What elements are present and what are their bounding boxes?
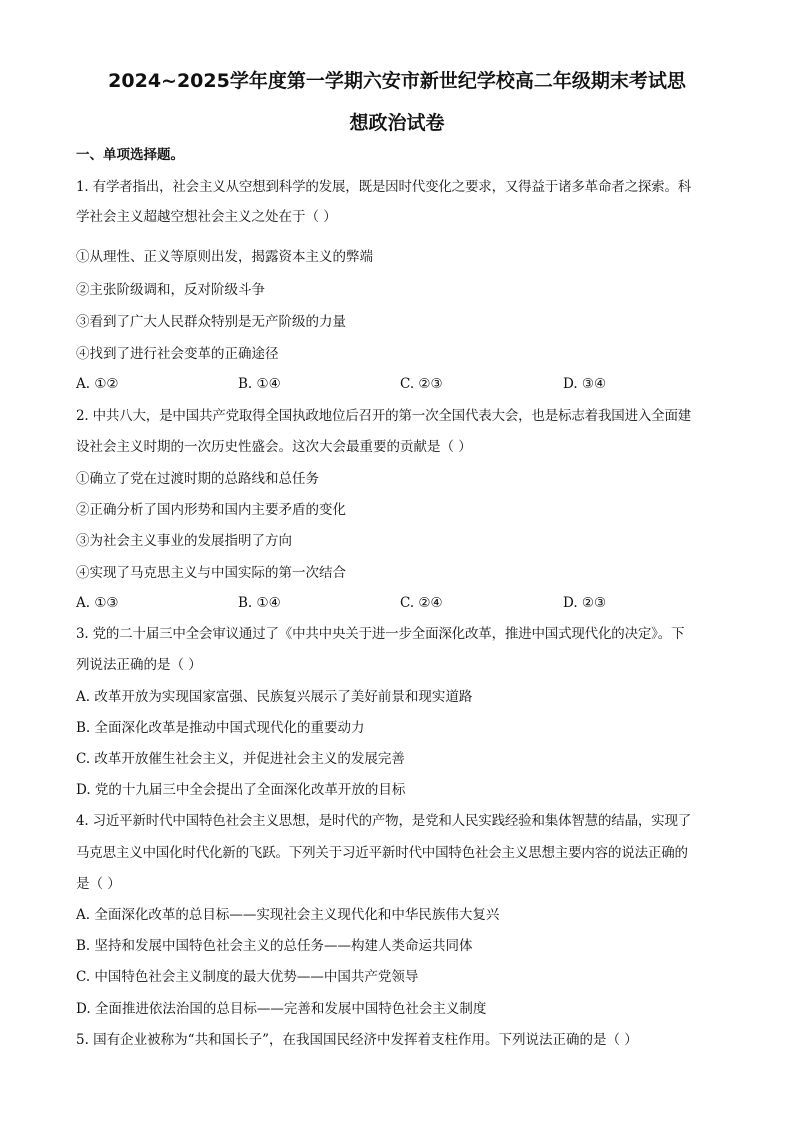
q3-option-b: B. 全面深化改革是推动中国式现代化的重要动力	[76, 720, 365, 736]
q1-stem-line1: 1. 有学者指出，社会主义从空想到科学的发展，既是因时代变化之要求，又得益于诸多革命者之探索。科	[76, 179, 692, 195]
section-heading: 一、单项选择题。	[76, 147, 184, 163]
q1-statement-1: ①从理性、正义等原则出发，揭露资本主义的弊端	[76, 249, 373, 265]
q3-option-d: D. 党的十九届三中全会提出了全面深化改革开放的目标	[76, 782, 406, 798]
q1-choice-c: C. ②③	[400, 376, 443, 392]
q1-choice-b: B. ①④	[238, 376, 281, 392]
q1-statement-3: ③看到了广大人民群众特别是无产阶级的力量	[76, 314, 346, 330]
q4-option-d: D. 全面推进依法治国的总目标——完善和发展中国特色社会主义制度	[76, 1001, 487, 1017]
q2-statement-3: ③为社会主义事业的发展指明了方向	[76, 533, 292, 549]
q2-statement-2: ②正确分析了国内形势和国内主要矛盾的变化	[76, 502, 346, 518]
q1-statement-4: ④找到了进行社会变革的正确途径	[76, 346, 279, 362]
q2-statement-1: ①确立了党在过渡时期的总路线和总任务	[76, 471, 319, 487]
q3-option-a: A. 改革开放为实现国家富强、民族复兴展示了美好前景和现实道路	[76, 689, 473, 705]
exam-title-line1: 2024~2025学年度第一学期六安市新世纪学校高二年级期末考试思	[108, 70, 686, 92]
q2-statement-4: ④实现了马克思主义与中国实际的第一次结合	[76, 565, 346, 581]
q2-stem-line2: 设社会主义时期的一次历史性盛会。这次大会最重要的贡献是（ ）	[76, 439, 472, 455]
q4-option-a: A. 全面深化改革的总目标——实现社会主义现代化和中华民族伟大复兴	[76, 907, 500, 923]
q5-stem-line1: 5. 国有企业被称为“共和国长子”，在我国国民经济中发挥着支柱作用。下列说法正确的是（ ）	[76, 1032, 638, 1048]
q1-stem-line2: 学社会主义超越空想社会主义之处在于（ ）	[76, 209, 337, 225]
q1-choice-d: D. ③④	[563, 376, 607, 392]
q2-choice-b: B. ①④	[238, 595, 281, 611]
q4-stem-line3: 是（ ）	[76, 876, 121, 892]
q4-stem-line2: 马克思主义中国化时代化新的飞跃。下列关于习近平新时代中国特色社会主义思想主要内容的说法正确的	[76, 845, 688, 861]
q3-option-c: C. 改革开放催生社会主义，并促进社会主义的发展完善	[76, 751, 405, 767]
q2-choice-c: C. ②④	[400, 595, 443, 611]
q4-stem-line1: 4. 习近平新时代中国特色社会主义思想，是时代的产物，是党和人民实践经验和集体智慧的结晶，实现了	[76, 813, 692, 829]
q1-statement-2: ②主张阶级调和，反对阶级斗争	[76, 282, 265, 298]
q3-stem-line2: 列说法正确的是（ ）	[76, 657, 202, 673]
q1-choice-a: A. ①②	[76, 376, 119, 392]
q2-stem-line1: 2. 中共八大，是中国共产党取得全国执政地位后召开的第一次全国代表大会，也是标志着我国进入全面建	[76, 408, 692, 424]
q4-option-c: C. 中国特色社会主义制度的最大优势——中国共产党领导	[76, 969, 419, 985]
q2-choice-a: A. ①③	[76, 595, 119, 611]
exam-title-line2: 想政治试卷	[349, 112, 445, 134]
q2-choice-d: D. ②③	[563, 595, 607, 611]
q4-option-b: B. 坚持和发展中国特色社会主义的总任务——构建人类命运共同体	[76, 938, 473, 954]
q3-stem-line1: 3. 党的二十届三中全会审议通过了《中共中央关于进一步全面深化改革，推进中国式现代化的决定》。下	[76, 626, 685, 642]
